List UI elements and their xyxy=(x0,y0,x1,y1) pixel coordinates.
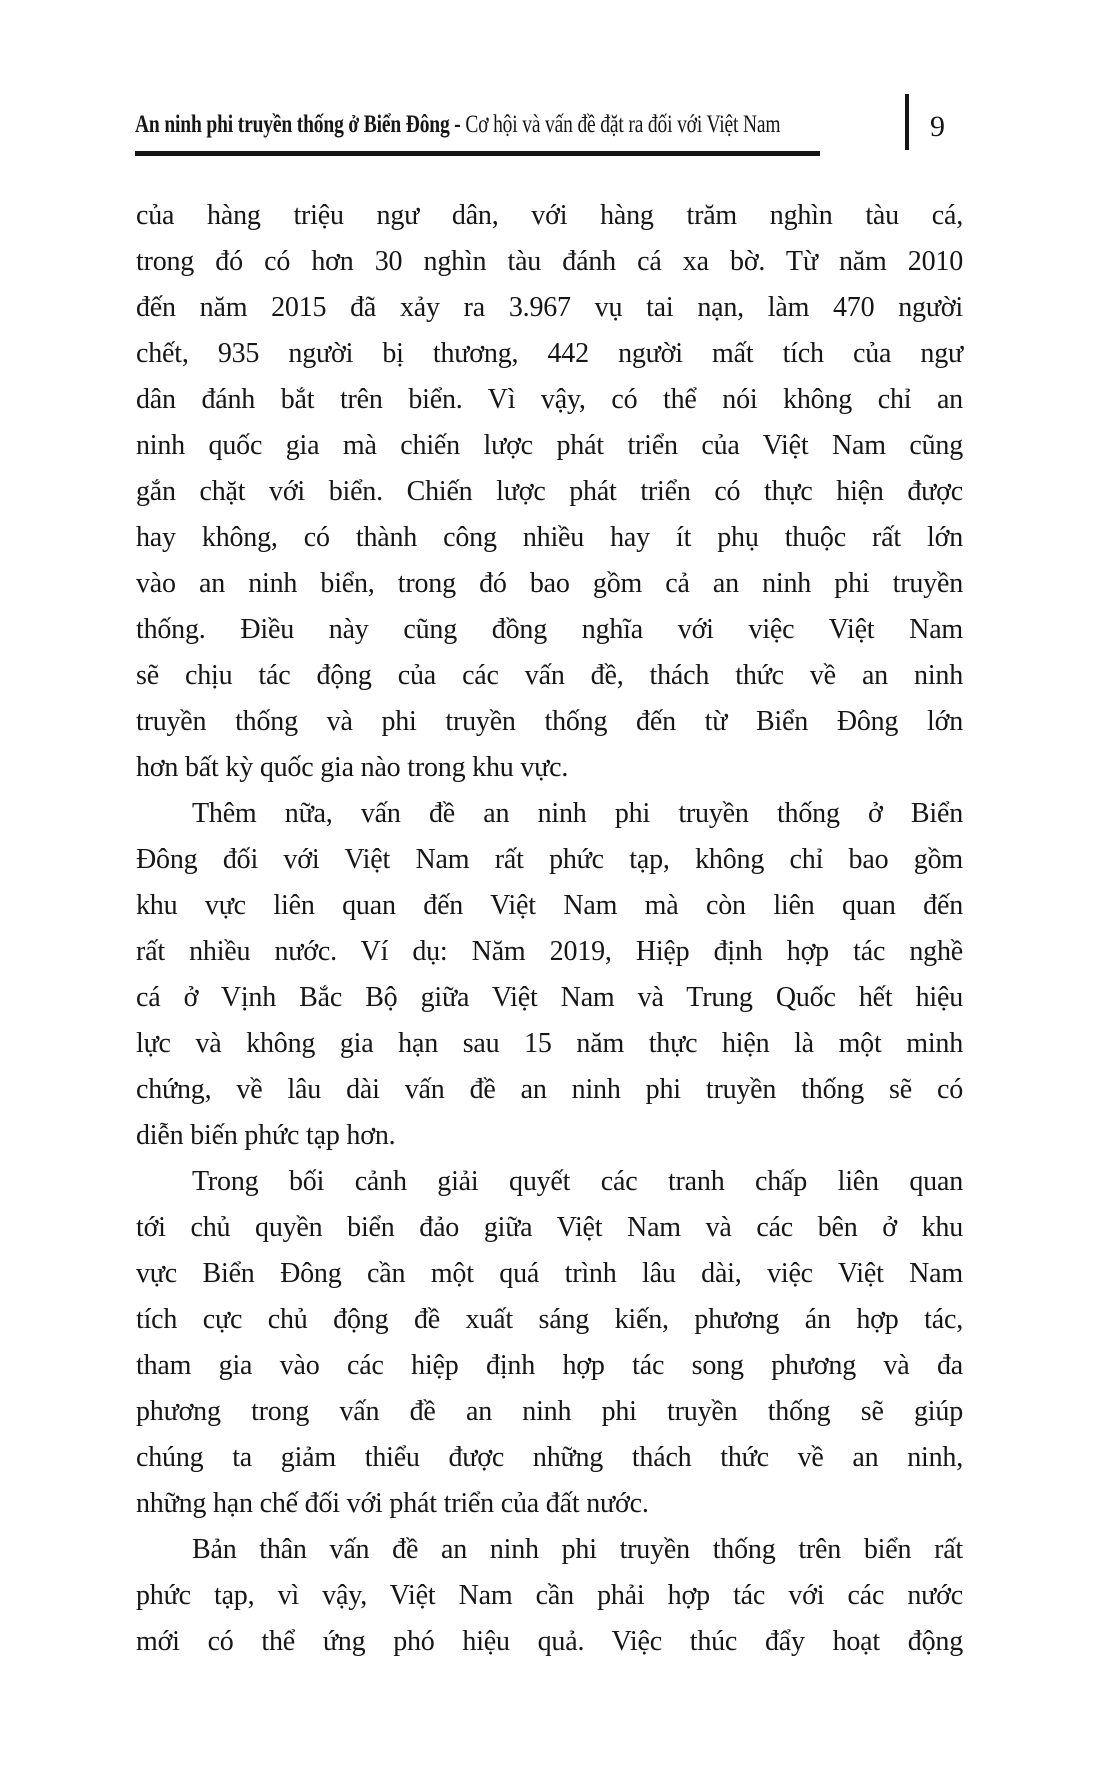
text-line: ninh quốc gia mà chiến lược phát triển của Việt Nam cũng xyxy=(136,430,963,461)
text-line: những hạn chế đối với phát triển của đất nước. xyxy=(136,1488,649,1519)
text-line: tích cực chủ động đề xuất sáng kiến, phương án hợp tác, xyxy=(136,1304,963,1335)
text-line: mới có thể ứng phó hiệu quả. Việc thúc đẩy hoạt động xyxy=(136,1626,963,1657)
text-line: của hàng triệu ngư dân, với hàng trăm nghìn tàu cá, xyxy=(136,200,963,231)
text-line: rất nhiều nước. Ví dụ: Năm 2019, Hiệp định hợp tác nghề xyxy=(136,936,963,967)
text-line: đến năm 2015 đã xảy ra 3.967 vụ tai nạn, làm 470 người xyxy=(136,292,963,323)
text-line: Thêm nữa, vấn đề an ninh phi truyền thống ở Biển xyxy=(192,798,963,829)
text-line: sẽ chịu tác động của các vấn đề, thách thức về an ninh xyxy=(136,660,963,691)
text-line: khu vực liên quan đến Việt Nam mà còn liên quan đến xyxy=(136,890,963,921)
text-line: cá ở Vịnh Bắc Bộ giữa Việt Nam và Trung Quốc hết hiệu xyxy=(136,982,963,1013)
text-line: Đông đối với Việt Nam rất phức tạp, không chỉ bao gồm xyxy=(136,844,963,875)
text-line: phức tạp, vì vậy, Việt Nam cần phải hợp tác với các nước xyxy=(136,1580,963,1611)
text-line: Trong bối cảnh giải quyết các tranh chấp liên quan xyxy=(192,1166,963,1197)
text-line: vực Biển Đông cần một quá trình lâu dài, việc Việt Nam xyxy=(136,1258,963,1289)
text-line: hay không, có thành công nhiều hay ít phụ thuộc rất lớn xyxy=(136,522,963,553)
text-line: dân đánh bắt trên biển. Vì vậy, có thể nói không chỉ an xyxy=(136,384,963,415)
text-line: chứng, về lâu dài vấn đề an ninh phi truyền thống sẽ có xyxy=(136,1074,963,1105)
running-header xyxy=(135,104,780,146)
text-line: gắn chặt với biển. Chiến lược phát triển có thực hiện được xyxy=(136,476,963,507)
running-header-title-regular: Cơ hội và vấn đề đặt ra đối với Việt Nam xyxy=(465,111,781,138)
page-number: 9 xyxy=(930,110,945,143)
text-line: tham gia vào các hiệp định hợp tác song phương và đa xyxy=(136,1350,963,1381)
page-body xyxy=(136,193,963,1665)
text-line: tới chủ quyền biển đảo giữa Việt Nam và các bên ở khu xyxy=(136,1212,963,1243)
text-line: truyền thống và phi truyền thống đến từ Biển Đông lớn xyxy=(136,706,963,737)
text-line: chết, 935 người bị thương, 442 người mất tích của ngư xyxy=(136,338,963,369)
text-line: chúng ta giảm thiểu được những thách thức về an ninh, xyxy=(136,1442,963,1473)
header-rule xyxy=(135,151,820,156)
text-line: diễn biến phức tạp hơn. xyxy=(136,1120,396,1151)
header-vertical-divider xyxy=(905,94,909,150)
text-line: trong đó có hơn 30 nghìn tàu đánh cá xa bờ. Từ năm 2010 xyxy=(136,246,963,277)
text-line: thống. Điều này cũng đồng nghĩa với việc Việt Nam xyxy=(136,614,963,645)
text-line: Bản thân vấn đề an ninh phi truyền thống trên biển rất xyxy=(192,1534,963,1565)
text-line: hơn bất kỳ quốc gia nào trong khu vực. xyxy=(136,752,569,783)
running-header-title-bold: An ninh phi truyền thống ở Biển Đông - xyxy=(135,111,466,138)
text-line: phương trong vấn đề an ninh phi truyền thống sẽ giúp xyxy=(136,1396,963,1427)
text-line: lực và không gia hạn sau 15 năm thực hiện là một minh xyxy=(136,1028,963,1059)
text-line: vào an ninh biển, trong đó bao gồm cả an ninh phi truyền xyxy=(136,568,963,599)
